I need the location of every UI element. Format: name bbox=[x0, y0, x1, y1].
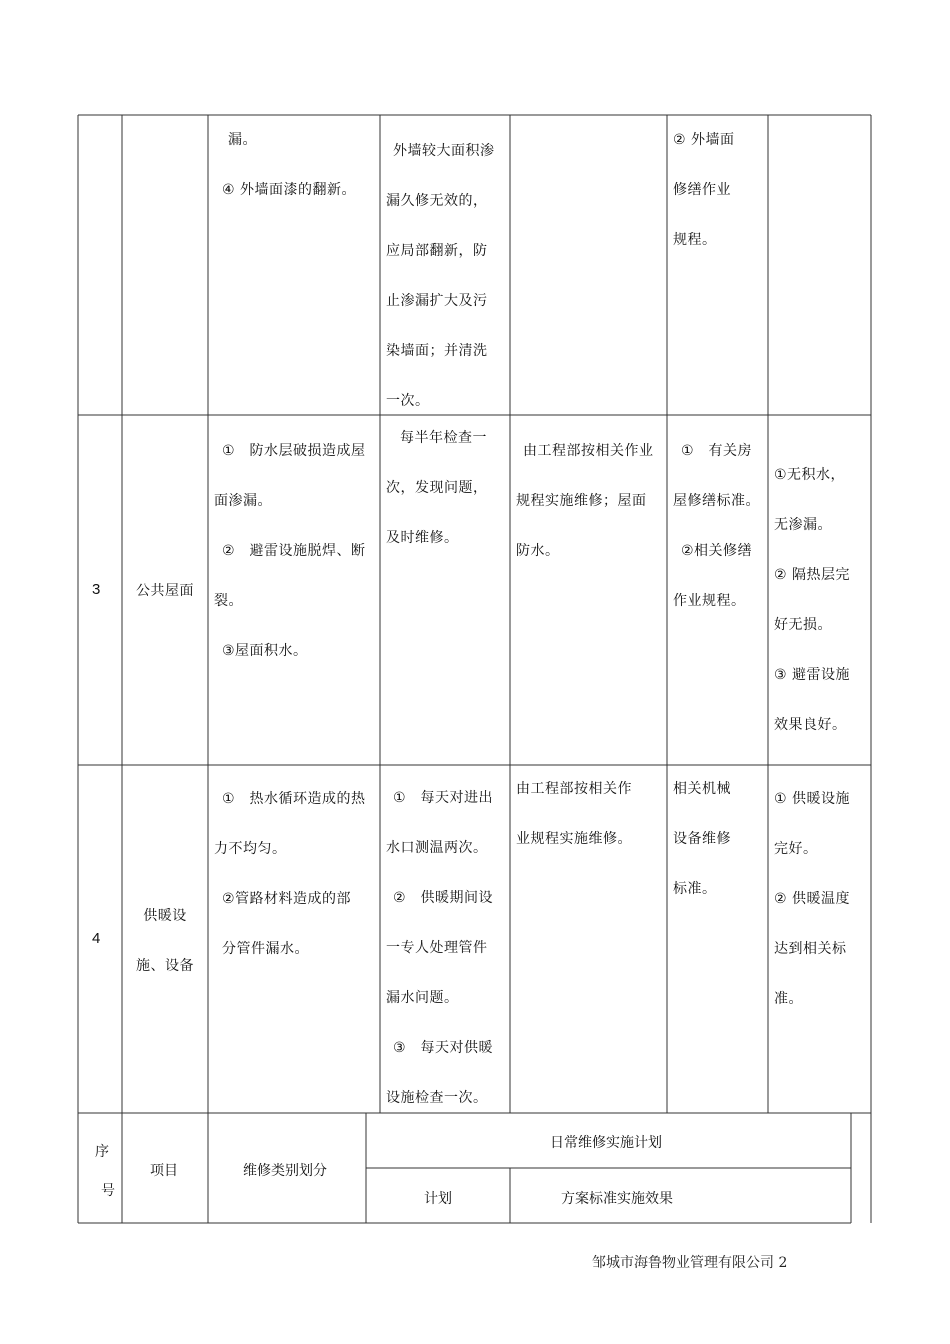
row3-plan bbox=[386, 413, 488, 563]
row3-item bbox=[122, 566, 208, 616]
header-method-effect: 方案标准实施效果 bbox=[561, 1191, 673, 1207]
text-line: ② 供暖温度 bbox=[774, 891, 851, 907]
text-line: 业规程实施维修。 bbox=[516, 831, 632, 847]
text-line: 染墙面；并清洗 bbox=[386, 343, 488, 359]
row1-standard bbox=[673, 115, 735, 265]
text-line: 及时维修。 bbox=[386, 530, 459, 546]
text-line: 供暖设 bbox=[143, 908, 187, 924]
text-line: 规程。 bbox=[673, 232, 717, 248]
text-line: 由工程部按相关作 bbox=[516, 781, 632, 797]
text-line: ② 避雷设施脱焊、断 bbox=[222, 543, 366, 559]
text-line: 设备维修 bbox=[673, 831, 731, 847]
text-line: 施、设备 bbox=[136, 958, 194, 974]
text-line: 外墙较大面积渗 bbox=[393, 143, 495, 159]
text-line: ① 有关房 bbox=[681, 443, 753, 459]
text-line: 公共屋面 bbox=[136, 583, 194, 599]
text-line: 力不均匀。 bbox=[214, 841, 287, 857]
text-line: 防水。 bbox=[516, 543, 560, 559]
text-line: 效果良好。 bbox=[774, 717, 847, 733]
row3-category bbox=[214, 426, 366, 676]
text-line: 好无损。 bbox=[774, 617, 832, 633]
text-line: 漏久修无效的， bbox=[386, 193, 488, 209]
text-line: ②管路材料造成的部 bbox=[222, 891, 352, 907]
row4-item bbox=[122, 891, 208, 991]
text-line: 设施检查一次。 bbox=[386, 1090, 488, 1106]
text-line: 裂。 bbox=[214, 593, 243, 609]
text-line: 面渗漏。 bbox=[214, 493, 272, 509]
text-line: 一专人处理管件 bbox=[386, 940, 488, 956]
header-no-2: 号 bbox=[101, 1183, 115, 1199]
text-line: 规程实施维修；屋面 bbox=[516, 493, 647, 509]
row4-method bbox=[516, 764, 632, 864]
text-line: 漏水问题。 bbox=[386, 990, 459, 1006]
row4-category bbox=[214, 774, 366, 974]
text-line: 达到相关标 bbox=[774, 941, 847, 957]
text-line: ② 隔热层完 bbox=[774, 567, 851, 583]
header-no-1: 序 bbox=[95, 1144, 109, 1160]
header-plan: 计划 bbox=[424, 1191, 452, 1207]
text-line: ①无积水， bbox=[774, 467, 846, 483]
text-line: 屋修缮标准。 bbox=[673, 493, 760, 509]
text-line: 止渗漏扩大及污 bbox=[386, 293, 488, 309]
text-line: ③屋面积水。 bbox=[222, 643, 308, 659]
text-line: ② 外墙面 bbox=[673, 132, 735, 148]
text-line: 由工程部按相关作业 bbox=[523, 443, 654, 459]
row3-standard bbox=[673, 426, 760, 626]
row3-effect bbox=[774, 450, 850, 750]
row3-method bbox=[516, 426, 654, 576]
text-line: 分管件漏水。 bbox=[222, 941, 309, 957]
text-line: 作业规程。 bbox=[673, 593, 746, 609]
row-number: 3 bbox=[92, 581, 101, 598]
text-line: ① 热水循环造成的热 bbox=[222, 791, 366, 807]
header-category: 维修类别划分 bbox=[243, 1163, 327, 1179]
text-line: ④ 外墙面漆的翻新。 bbox=[222, 182, 357, 198]
text-line: 漏。 bbox=[228, 132, 257, 148]
text-line: ③ 避雷设施 bbox=[774, 667, 851, 683]
text-line: ② 供暖期间设 bbox=[393, 890, 494, 906]
text-line: 相关机械 bbox=[673, 781, 731, 797]
row4-effect bbox=[774, 774, 850, 1024]
text-line: 完好。 bbox=[774, 841, 818, 857]
row-number: 4 bbox=[92, 930, 101, 947]
header-group: 日常维修实施计划 bbox=[550, 1135, 662, 1151]
text-line: 准。 bbox=[774, 991, 803, 1007]
text-line: 修缮作业 bbox=[673, 182, 731, 198]
text-line: ②相关修缮 bbox=[681, 543, 753, 559]
text-line: ① 每天对进出 bbox=[393, 790, 494, 806]
text-line: ① 防水层破损造成屋 bbox=[222, 443, 366, 459]
text-line: 次，发现问题， bbox=[386, 480, 488, 496]
text-line: 标准。 bbox=[673, 881, 717, 897]
header-item: 项目 bbox=[150, 1163, 178, 1179]
text-line: ③ 每天对供暖 bbox=[393, 1040, 494, 1056]
text-line: 无渗漏。 bbox=[774, 517, 832, 533]
text-line: 应局部翻新，防 bbox=[386, 243, 488, 259]
text-line: 一次。 bbox=[386, 393, 430, 409]
row4-standard bbox=[673, 764, 731, 914]
row4-plan bbox=[386, 773, 493, 1123]
text-line: 水口测温两次。 bbox=[386, 840, 488, 856]
row1-category bbox=[214, 115, 356, 215]
text-line: 每半年检查一 bbox=[400, 430, 487, 446]
row1-plan bbox=[386, 126, 495, 426]
page-footer: 邹城市海鲁物业管理有限公司 2 bbox=[592, 1255, 788, 1271]
text-line: ① 供暖设施 bbox=[774, 791, 851, 807]
